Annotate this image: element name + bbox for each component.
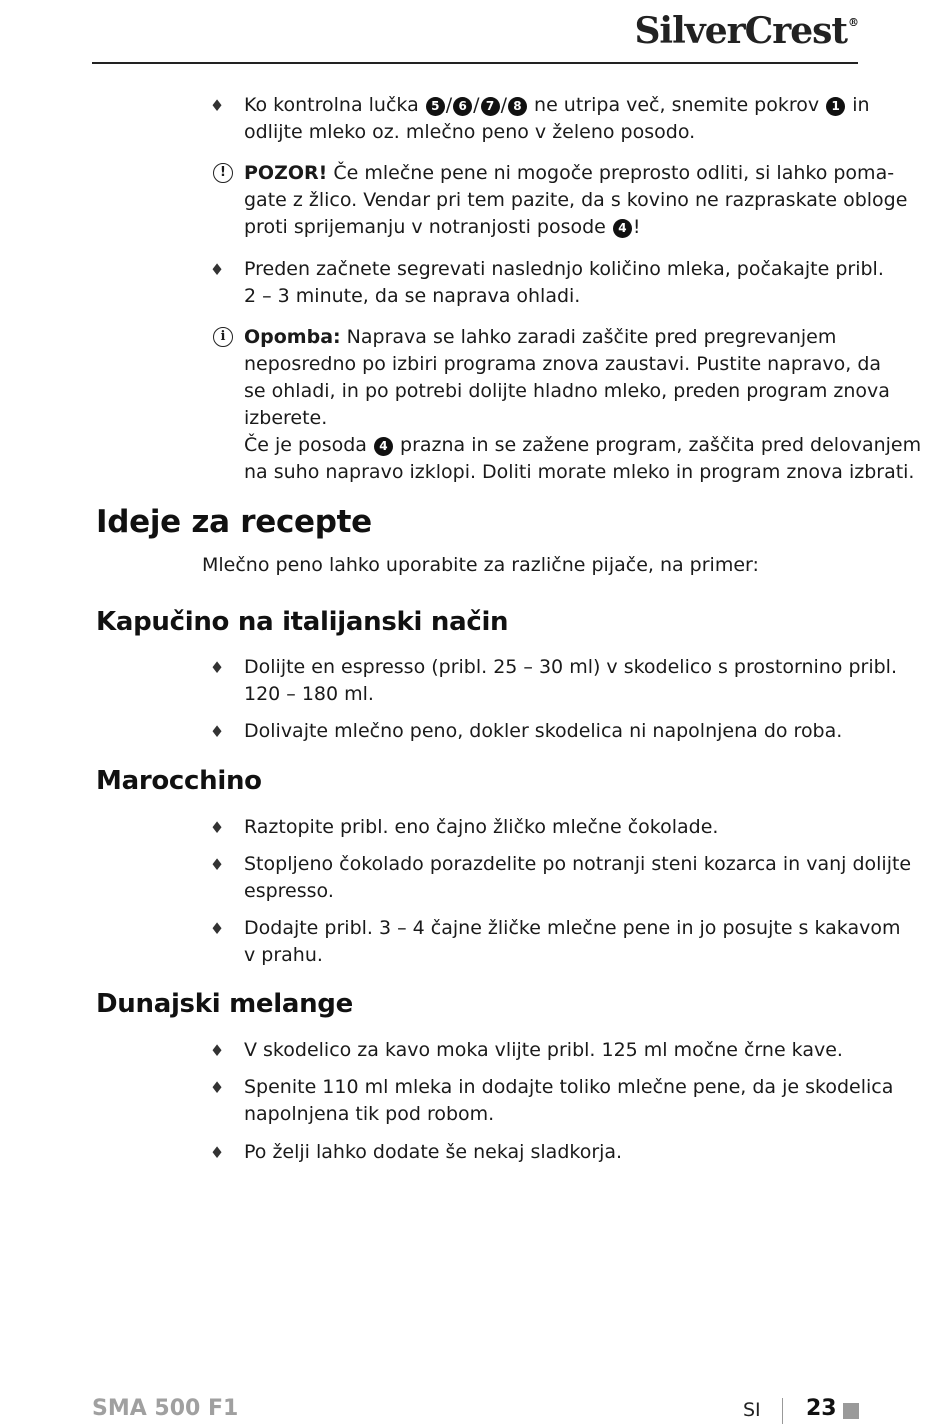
bullet-text-line: Dodajte pribl. 3 – 4 čajne žličke mlečne pene in jo posujte s kakavom — [244, 917, 901, 939]
note-text-line: na suho napravo izklopi. Doliti morate mleko in program znova izbrati. — [244, 461, 915, 483]
bullet-diamond-icon: ♦ — [209, 1078, 225, 1097]
bullet-text-line: Spenite 110 ml mleka in dodajte toliko mlečne pene, da je skodelica — [244, 1076, 894, 1098]
footer-divider — [782, 1398, 783, 1424]
list-item — [209, 814, 856, 841]
bullet-text-line: espresso. — [244, 880, 334, 902]
info-icon: i — [213, 327, 233, 347]
note-text-line: izberete. — [244, 407, 328, 429]
bullet-text-line: 120 – 180 ml. — [244, 683, 374, 705]
note-text-line: neposredno po izbiri programa znova zaustavi. Pustite napravo, da — [244, 353, 882, 375]
list-item — [209, 1037, 856, 1064]
bullet-text-line: V skodelico za kavo moka vlijte pribl. 125 ml močne črne kave. — [244, 1039, 843, 1061]
warning-text-line: gate z žlico. Vendar pri tem pazite, da s kovino ne razpraskate obloge — [244, 189, 908, 211]
bullet-text-line: Stopljeno čokolado porazdelite po notranji steni kozarca in vanj dolijte — [244, 853, 912, 875]
callout-number: 8 — [508, 97, 527, 116]
bullet-text-line: napolnjena tik pod robom. — [244, 1103, 495, 1125]
bullet-diamond-icon: ♦ — [209, 96, 225, 115]
bullet-diamond-icon: ♦ — [209, 722, 225, 741]
model-number: SMA 500 F1 — [92, 1396, 239, 1421]
bullet-diamond-icon: ♦ — [209, 260, 225, 279]
bullet-diamond-icon: ♦ — [209, 658, 225, 677]
page-marker-square-icon — [843, 1403, 859, 1419]
note-text-line: se ohladi, in po potrebi dolijte hladno mleko, preden program znova — [244, 380, 890, 402]
callout-number: 5 — [426, 97, 445, 116]
bullet-diamond-icon: ♦ — [209, 818, 225, 837]
note-text-line: Če je posoda 4 prazna in se zažene program, zaščita pred delovanjem — [244, 434, 922, 456]
list-item — [209, 654, 898, 708]
bullet-diamond-icon: ♦ — [209, 855, 225, 874]
warning-text-line: proti sprijemanju v notranjosti posode 4 ! — [244, 216, 641, 238]
list-item — [209, 1139, 856, 1166]
list-item — [209, 915, 901, 969]
callout-number: 1 — [826, 97, 845, 116]
header-rule — [92, 62, 858, 64]
note-text-line: Opomba: Naprava se lahko zaradi zaščite pred pregrevanjem — [244, 326, 837, 348]
language-code: SI — [743, 1399, 761, 1421]
bullet-text-line: odlijte mleko oz. mlečno peno v želeno posodo. — [244, 121, 696, 143]
bullet-text-line: 2 – 3 minute, da se naprava ohladi. — [244, 285, 581, 307]
subsection-heading: Dunajski melange — [96, 989, 353, 1019]
page-number: 23 — [806, 1396, 837, 1421]
list-item — [209, 718, 856, 745]
subsection-heading: Kapučino na italijanski način — [96, 607, 509, 637]
bullet-diamond-icon: ♦ — [209, 1143, 225, 1162]
bullet-text-line: Ko kontrolna lučka 5 / 6 / 7 / 8 ne utripa več, snemite pokrov 1 in — [244, 94, 870, 116]
bullet-text-line: v prahu. — [244, 944, 323, 966]
warning-note — [220, 160, 908, 241]
list-item — [209, 92, 870, 146]
bullet-text-line: Dolijte en espresso (pribl. 25 – 30 ml) v skodelico s prostornino pribl. — [244, 656, 898, 678]
list-item — [209, 1074, 894, 1128]
warning-text-line: POZOR! Če mlečne pene ni mogoče preprosto odliti, si lahko poma- — [244, 162, 895, 184]
callout-number: 7 — [481, 97, 500, 116]
brand-logo: SilverCrest® — [634, 10, 858, 52]
callout-number: 4 — [374, 437, 393, 456]
section-heading: Ideje za recepte — [96, 504, 372, 540]
intro-text: Mlečno peno lahko uporabite za različne pijače, na primer: — [202, 554, 759, 576]
warning-icon: ! — [213, 163, 233, 183]
bullet-diamond-icon: ♦ — [209, 1041, 225, 1060]
subsection-heading: Marocchino — [96, 766, 262, 796]
bullet-diamond-icon: ♦ — [209, 919, 225, 938]
callout-number: 4 — [613, 219, 632, 238]
info-note — [220, 324, 922, 486]
list-item — [209, 851, 912, 905]
bullet-text-line: Preden začnete segrevati naslednjo količino mleka, počakajte pribl. — [244, 258, 884, 280]
bullet-text-line: Dolivajte mlečno peno, dokler skodelica ni napolnjena do roba. — [244, 720, 843, 742]
callout-number: 6 — [453, 97, 472, 116]
list-item — [209, 256, 884, 310]
bullet-text-line: Po želji lahko dodate še nekaj sladkorja. — [244, 1141, 623, 1163]
bullet-text-line: Raztopite pribl. eno čajno žličko mlečne čokolade. — [244, 816, 719, 838]
